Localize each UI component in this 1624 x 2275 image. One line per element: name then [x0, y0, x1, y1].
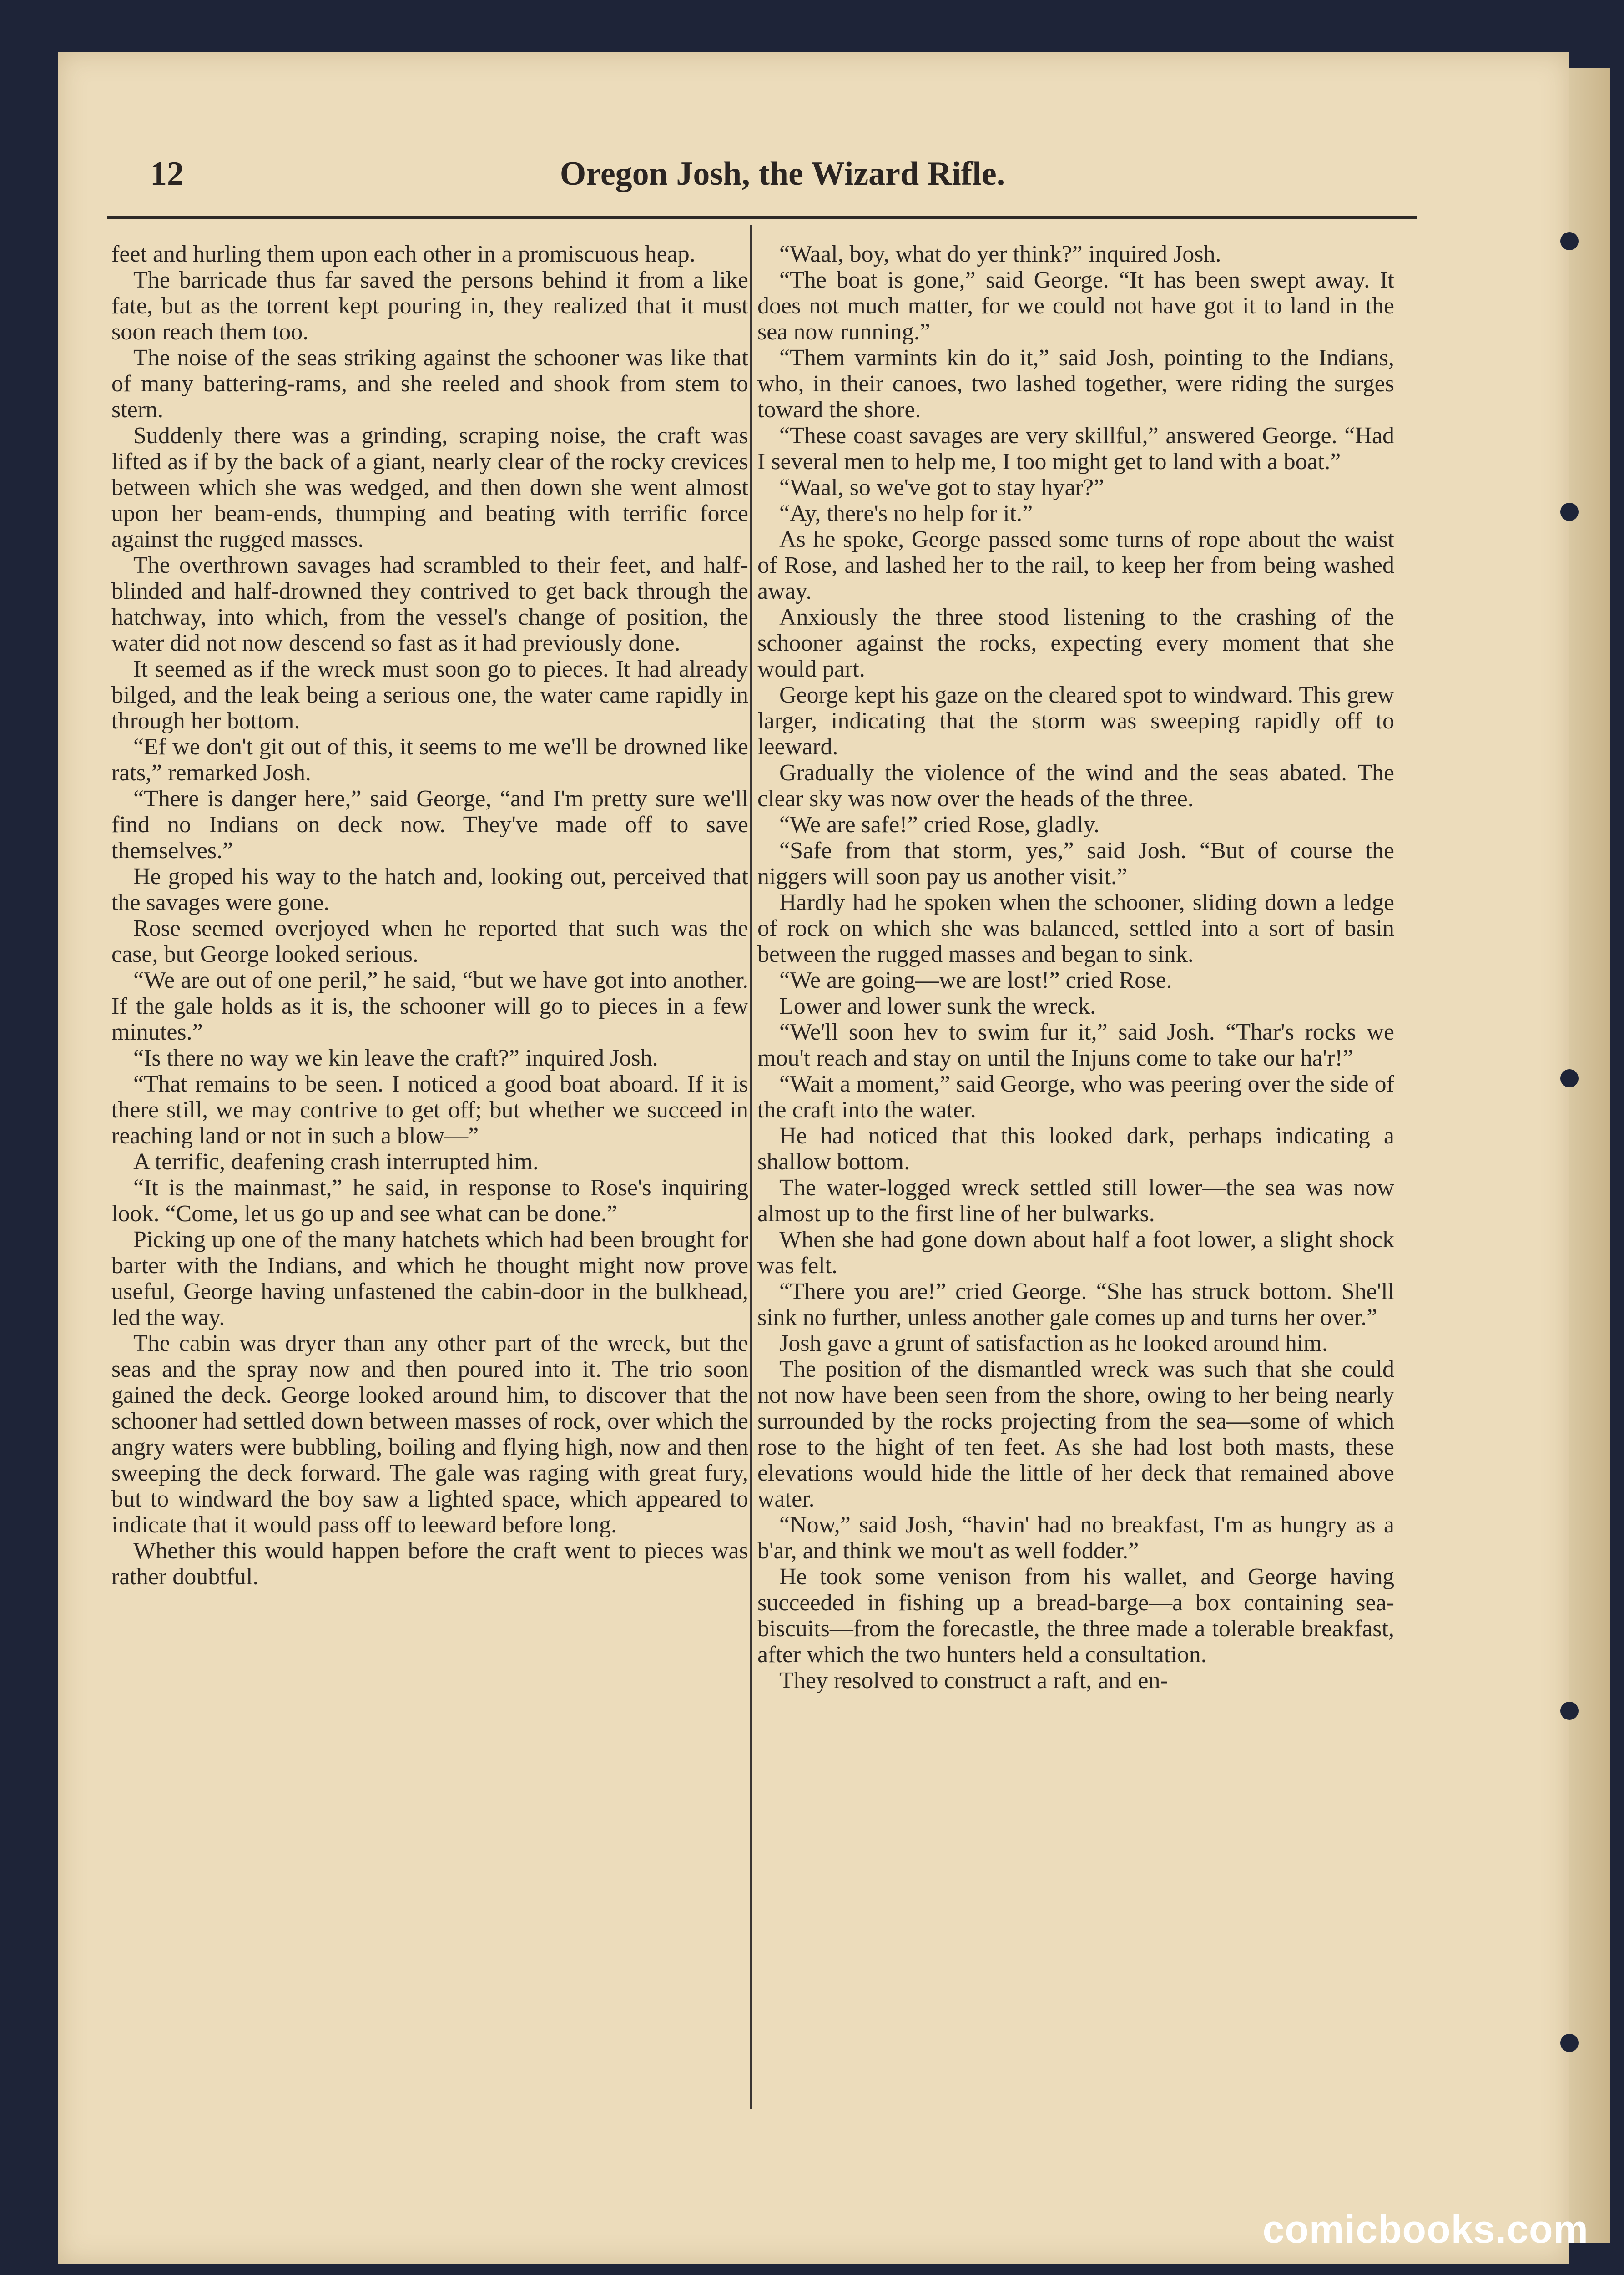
paragraph: “There is danger here,” said George, “and I'm pretty sure we'll find no Indians on deck now. They've made off to save themselves.” — [111, 786, 748, 864]
paragraph: Rose seemed overjoyed when he reported that such was the case, but George looked serious. — [111, 915, 748, 967]
paragraph: It seemed as if the wreck must soon go to pieces. It had already bilged, and the leak being a serious one, the water came rapidly in through her bottom. — [111, 656, 748, 734]
paragraph: Gradually the violence of the wind and the seas abated. The clear sky was now over the heads of the three. — [757, 760, 1394, 812]
paragraph: Anxiously the three stood listening to the crashing of the schooner against the rocks, expecting every moment that she would part. — [757, 604, 1394, 682]
paragraph: He took some venison from his wallet, and George having succeeded in fishing up a bread-barge—a box containing sea-biscuits—from the forecastle, the three made a tolerable breakfast, after which the two hunters held a consultation. — [757, 1564, 1394, 1668]
paragraph: “Waal, boy, what do yer think?” inquired Josh. — [779, 241, 1221, 267]
paragraph: Whether this would happen before the craft went to pieces was rather doubtful. — [111, 1538, 748, 1590]
paragraph: “We are going—we are lost!” cried Rose. — [779, 967, 1172, 993]
binding-hole — [1560, 2034, 1579, 2052]
paragraph: “Waal, so we've got to stay hyar?” — [779, 475, 1105, 500]
paragraph: Picking up one of the many hatchets which had been brought for barter with the Indians, and which he thought might now prove useful, George having unfastened the cabin-door in the bulkhead, led the way. — [111, 1227, 748, 1330]
binding-hole — [1560, 1702, 1579, 1720]
binding-hole — [1560, 232, 1579, 250]
paragraph: “Now,” said Josh, “havin' had no breakfast, I'm as hungry as a b'ar, and think we mou't as well fodder.” — [757, 1512, 1394, 1564]
site-watermark: comicbooks.com — [1262, 2208, 1589, 2251]
paragraph: As he spoke, George passed some turns of rope about the waist of Rose, and lashed her to the rail, to keep her from being washed away. — [757, 526, 1394, 604]
paragraph: When she had gone down about half a foot lower, a slight shock was felt. — [757, 1227, 1394, 1279]
column-divider — [750, 225, 752, 2109]
paragraph: “The boat is gone,” said George. “It has been swept away. It does not much matter, for we could not have got it to land in the sea now running.” — [757, 267, 1394, 345]
paragraph: “Ef we don't git out of this, it seems to me we'll be drowned like rats,” remarked Josh. — [111, 734, 748, 786]
paragraph: The barricade thus far saved the persons behind it from a like fate, but as the torrent kept pouring in, they realized that it must soon reach them too. — [111, 267, 748, 345]
paragraph: “Ay, there's no help for it.” — [779, 500, 1033, 526]
paragraph: feet and hurling them upon each other in a promiscuous heap. — [111, 241, 696, 267]
paragraph: “We'll soon hev to swim fur it,” said Josh. “Thar's rocks we mou't reach and stay on until the Injuns come to take our ha'r!” — [757, 1019, 1394, 1071]
paragraph: The position of the dismantled wreck was such that she could not now have been seen from the shore, owing to her being nearly surrounded by the rocks projecting from the sea—some of which rose to the hight of ten feet. As she had lost both masts, these elevations would hide the little of her deck that remained above water. — [757, 1356, 1394, 1512]
paragraph: The overthrown savages had scrambled to their feet, and half-blinded and half-drowned they contrived to get back through the hatchway, into which, from the vessel's change of position, the water did not now descend so fast as it had previously done. — [111, 552, 748, 656]
paragraph: “Wait a moment,” said George, who was peering over the side of the craft into the water. — [757, 1071, 1394, 1123]
left-column — [111, 241, 748, 2125]
paragraph: The cabin was dryer than any other part of the wreck, but the seas and the spray now and then poured into it. The trio soon gained the deck. George looked around him, to discover that the schooner had settled down between masses of rock, over which the angry waters were bubbling, boiling and flying high, now and then sweeping the deck forward. The gale was raging with great fury, but to windward the boy saw a lighted space, which appeared to indicate that it would pass off to leeward before long. — [111, 1330, 748, 1538]
page-number: 12 — [150, 155, 184, 192]
paragraph: “Is there no way we kin leave the craft?” inquired Josh. — [133, 1045, 658, 1071]
right-column — [757, 241, 1394, 2125]
paragraph: Hardly had he spoken when the schooner, sliding down a ledge of rock on which she was balanced, settled into a sort of basin between the rugged masses and began to sink. — [757, 890, 1394, 967]
book-spine — [1569, 68, 1610, 2243]
binding-hole — [1560, 503, 1579, 521]
page-title: Oregon Josh, the Wizard Rifle. — [560, 155, 1005, 192]
page-header — [91, 155, 1474, 205]
paragraph: Suddenly there was a grinding, scraping noise, the craft was lifted as if by the back of a giant, nearly clear of the rocky crevices between which she was wedged, and then down she went almost upon her beam-ends, thumping and beating with terrific force against the rugged masses. — [111, 423, 748, 552]
paragraph: He had noticed that this looked dark, perhaps indicating a shallow bottom. — [757, 1123, 1394, 1175]
paragraph: A terrific, deafening crash interrupted him. — [133, 1149, 539, 1175]
paragraph: “Them varmints kin do it,” said Josh, pointing to the Indians, who, in their canoes, two lashed together, were riding the surges toward the shore. — [757, 345, 1394, 423]
binding-hole — [1560, 1069, 1579, 1087]
paragraph: “There you are!” cried George. “She has struck bottom. She'll sink no further, unless another gale comes up and turns her over.” — [757, 1279, 1394, 1330]
paragraph: “Safe from that storm, yes,” said Josh. “But of course the niggers will soon pay us another visit.” — [757, 838, 1394, 890]
paragraph: “We are out of one peril,” he said, “but we have got into another. If the gale holds as it is, the schooner will go to pieces in a few minutes.” — [111, 967, 748, 1045]
paragraph: He groped his way to the hatch and, looking out, perceived that the savages were gone. — [111, 864, 748, 915]
paragraph: “It is the mainmast,” he said, in response to Rose's inquiring look. “Come, let us go up and see what can be done.” — [111, 1175, 748, 1227]
paragraph: The water-logged wreck settled still lower—the sea was now almost up to the first line of her bulwarks. — [757, 1175, 1394, 1227]
paragraph: “These coast savages are very skillful,” answered George. “Had I several men to help me, I too might get to land with a boat.” — [757, 423, 1394, 475]
paragraph: “We are safe!” cried Rose, gladly. — [779, 812, 1100, 838]
paragraph: “That remains to be seen. I noticed a good boat aboard. If it is there still, we may contrive to get off; but whether we succeed in reaching land or not in such a blow—” — [111, 1071, 748, 1149]
paragraph: Josh gave a grunt of satisfaction as he looked around him. — [779, 1330, 1328, 1356]
header-rule — [107, 216, 1417, 219]
paragraph: George kept his gaze on the cleared spot to windward. This grew larger, indicating that the storm was sweeping rapidly off to leeward. — [757, 682, 1394, 760]
paragraph: The noise of the seas striking against the schooner was like that of many battering-rams, and she reeled and shook from stem to stern. — [111, 345, 748, 423]
paragraph: Lower and lower sunk the wreck. — [779, 993, 1096, 1019]
paragraph: They resolved to construct a raft, and en- — [779, 1668, 1168, 1694]
